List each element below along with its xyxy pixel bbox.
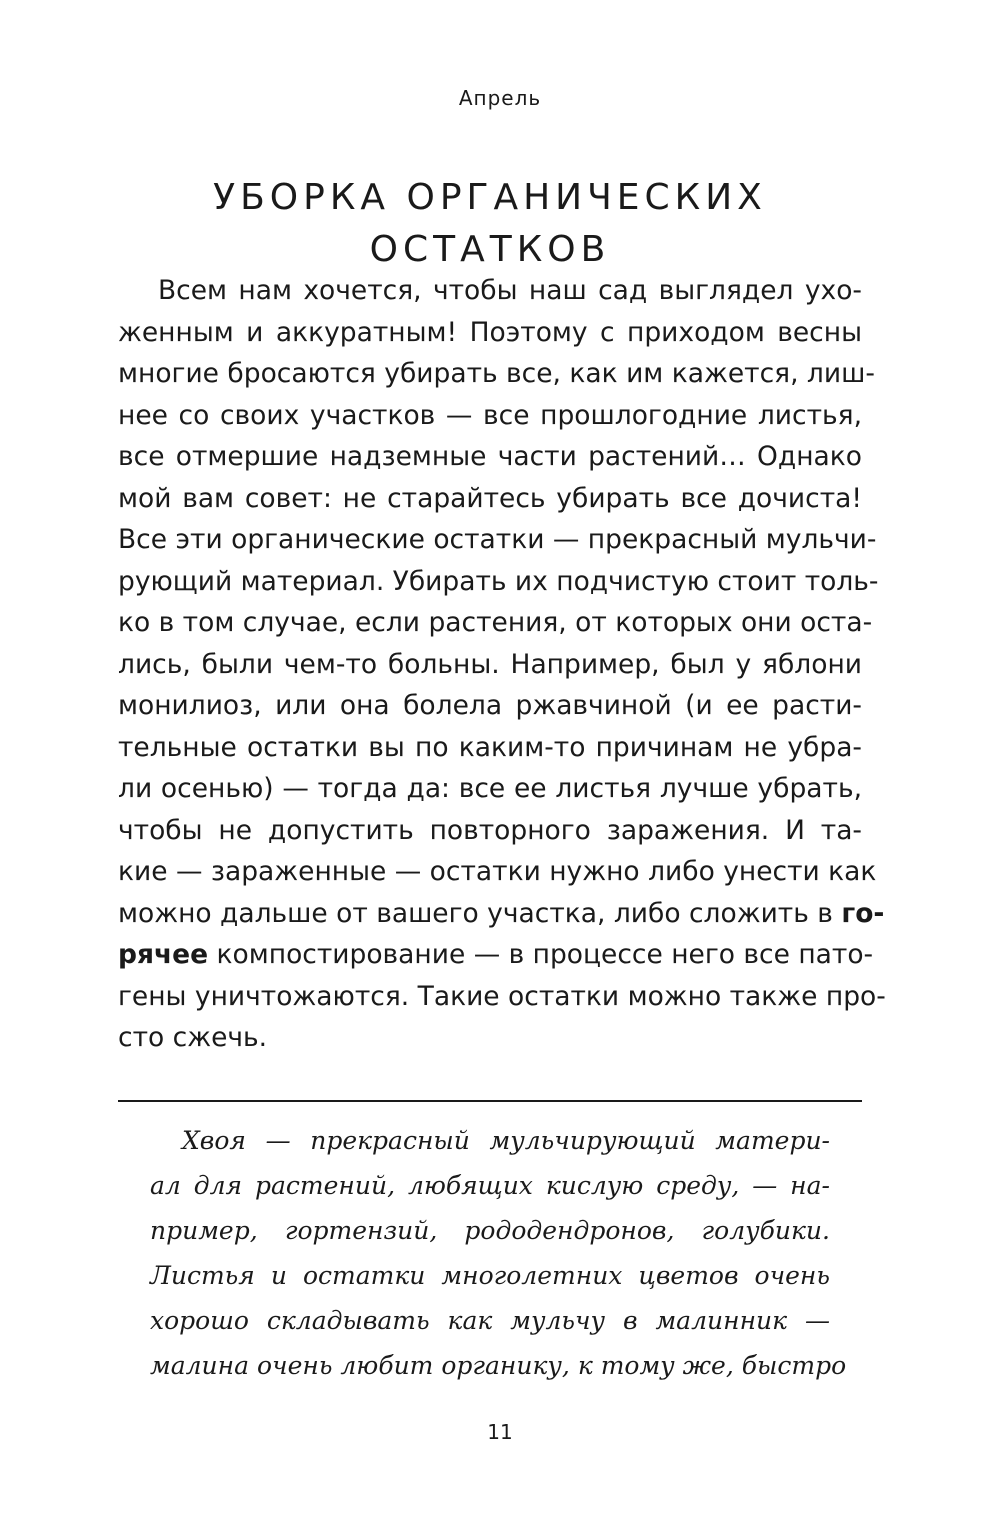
- page-number: 11: [487, 1420, 513, 1444]
- sidebar-line: Листья и остатки многолетних цветов очень: [150, 1261, 830, 1290]
- text-line: сто сжечь.: [118, 1022, 268, 1053]
- chapter-title-line: УБОРКА ОРГАНИЧЕСКИХ: [213, 177, 767, 218]
- text-line: нее со своих участков — все прошлогодние листья,: [118, 399, 862, 431]
- text-line: кие — зараженные — остатки нужно либо унести как: [118, 856, 877, 887]
- sidebar-line: малина очень любит органику, к тому же, быстро: [150, 1351, 847, 1380]
- sidebar-line: Хвоя — прекрасный мульчирующий матери-: [182, 1126, 830, 1155]
- text-line: ли осенью) — тогда да: все ее листья лучше убрать,: [118, 773, 862, 804]
- text-line: тельные остатки вы по каким-то причинам не убра-: [118, 731, 862, 763]
- text-line: гены уничтожаются. Такие остатки можно также про-: [118, 980, 886, 1012]
- text-line: рующий материал. Убирать их подчистую стоит толь-: [118, 565, 879, 597]
- text-line: многие бросаются убирать все, как им кажется, лиш-: [118, 358, 875, 389]
- text-line: лись, были чем-то больны. Например, был у яблони: [118, 648, 862, 680]
- bold-term: го-: [841, 897, 885, 929]
- section-divider: [118, 1100, 862, 1102]
- text-line: Все эти органические остатки — прекрасный мульчи-: [118, 524, 877, 555]
- text-line: монилиоз, или она болела ржавчиной (и ее расти-: [118, 690, 862, 721]
- body-paragraph: [118, 270, 886, 1059]
- text-line: ко в том случае, если растения, от которых они оста-: [118, 607, 873, 638]
- text-line: женным и аккуратным! Поэтому с приходом весны: [118, 316, 862, 348]
- text-line: [118, 893, 885, 935]
- sidebar-line: хорошо складывать как мульчу в малинник —: [150, 1306, 830, 1335]
- text-run: можно дальше от вашего участка, либо сложить в: [118, 897, 842, 929]
- chapter-title-line: ОСТАТКОВ: [369, 229, 611, 270]
- text-line: чтобы не допустить повторного заражения. И та-: [118, 814, 862, 846]
- running-header: Апрель: [458, 86, 542, 110]
- sidebar-line: пример, гортензий, рододендронов, голубики.: [150, 1216, 830, 1245]
- chapter-title: [118, 172, 862, 276]
- text-line: мой вам совет: не старайтесь убирать все дочиста!: [118, 482, 862, 514]
- text-run: компостирование — в процессе него все пато-: [208, 939, 874, 970]
- text-line: все отмершие надземные части растений… Однако: [118, 441, 862, 472]
- text-line: [118, 934, 874, 976]
- sidebar-note: [150, 1118, 847, 1388]
- sidebar-line: ал для растений, любящих кислую среду, — на-: [150, 1171, 830, 1200]
- bold-term: рячее: [118, 939, 209, 970]
- text-line: Всем нам хочется, чтобы наш сад выглядел ухо-: [158, 275, 862, 306]
